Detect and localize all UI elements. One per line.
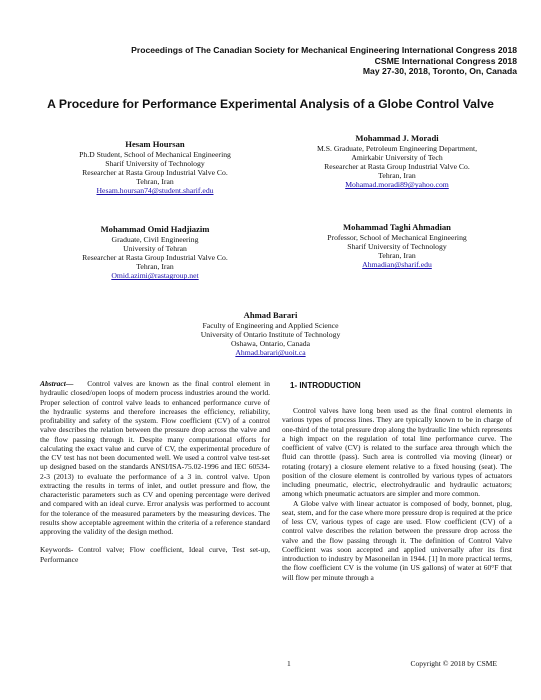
proceedings-header (131, 45, 517, 77)
author-block-2 (282, 133, 512, 189)
author-affiliation-line: Professor, School of Mechanical Engineering (327, 233, 467, 242)
author-affiliation-line: M.S. Graduate, Petroleum Engineering Department, (316, 144, 478, 153)
author-name: Hesam Hoursan (125, 139, 185, 149)
author-name: Mohammad J. Moradi (355, 133, 439, 143)
author-name: Mohammad Omid Hadjiazim (100, 224, 210, 234)
keywords: Keywords- Control valve; Flow coefficient, Ideal curve, Test set-up, Performance (40, 545, 270, 564)
author-email-link[interactable]: Ahmad.barari@uoit.ca (235, 348, 306, 358)
paper-title: A Procedure for Performance Experimental Analysis of a Globe Control Valve (47, 97, 494, 111)
author-affiliation-line: Sharif University of Technology (347, 242, 447, 252)
author-affiliation-line: University of Ontario Institute of Technology (200, 330, 341, 340)
author-email-link[interactable]: Hesam.hoursan74@student.sharif.edu (96, 186, 214, 196)
intro-paragraph-2: A Globe valve with linear actuator is composed of body, bonnet, plug, seat, stem, and for the case where more pressure drop is required at the price of less CV, various types of cage are used. Flow coefficient (CV) of a control valve describes the relation between the pressure drop across the valve and the flow passing through it. The definition of Control Valve Coefficient was soon accepted and applied universally after its first introduction to industry by Masoneilan in 1944. [1] In more practical terms, the flow coefficient CV is the volume (in US gallons) of water at 60°F that will flow per minute through a (282, 498, 512, 582)
author-affiliation-line: Tehran, Iran (136, 262, 174, 272)
author-affiliation-line: Oshawa, Ontario, Canada (231, 339, 310, 349)
author-name: Mohammad Taghi Ahmadian (343, 222, 451, 232)
author-name: Ahmad Barari (243, 310, 298, 320)
abstract-text: Control valves are known as the final control element in hydraulic closed/open loops of modern process industries around the world. Proper selection of control valve leads to enhanced performance curve of the hydraulic systems and therefore increases the efficiency, reliability, profitability and safety of the system. Flow coefficient (CV) of a control valve describes the relation between the pressure drop across the valve and the flow passing through it. Despite many computational efforts for calculating the exact value and curve of CV, the experimental procedure of the CV test has not been documented well. We used a control valve test-set up designed based on the standards ANSI/ISA-75.02-1996 and IEC 60534-2-3 (2013) to evaluate the performance of a 3 in. control valve. Upon extracting the results in terms of inlet, and outlet pressure and flow, the characteristic parameters such as CV and opening percentage were derived and compared with an ideal curve. Error analysis was performed to account for the tolerance of the measured parameters by the measuring devices. The results show acceptable agreement within the criteria of a reference standard approving the validity of the design method. (40, 379, 270, 536)
author-affiliation-line: Amirkabir University of Tech (351, 153, 443, 163)
author-affiliation-line: University of Tehran (123, 244, 187, 254)
author-block-1 (40, 139, 270, 195)
author-email-link[interactable]: Mohamad.moradi89@yahoo.com (345, 180, 449, 190)
section-heading: 1- INTRODUCTION (290, 381, 361, 390)
author-affiliation-line: Researcher at Rasta Group Industrial Valve Co. (82, 253, 228, 263)
author-affiliation-line: Tehran, Iran (136, 177, 174, 187)
author-affiliation-line: Graduate, Civil Engineering (111, 235, 199, 244)
author-block-5 (150, 310, 391, 357)
header-line-1: Proceedings of The Canadian Society for Mechanical Engineering International Congress 2018 (131, 45, 517, 55)
copyright-notice: Copyright © 2018 by CSME (410, 659, 497, 668)
header-line-3: May 27-30, 2018, Toronto, On, Canada (362, 66, 517, 77)
abstract-label: Abstract— (40, 379, 74, 388)
author-email-link[interactable]: Ahmadian@sharif.edu (362, 260, 432, 270)
author-block-3 (40, 224, 270, 280)
author-affiliation-line: Tehran, Iran (378, 251, 416, 261)
header-line-2: CSME International Congress 2018 (374, 55, 517, 66)
intro-paragraph-1: Control valves have long been used as the final control elements in various types of process lines. They are typically known to be in charge of one-third of the total pressure drop along the hydraulic line which represents a high impact on the regulation of total line performance curve. The coefficient of valve (CV) is related to the surface area through which the fluid can throttle (pass). Such area is controlled via moving (linear) or rotating (rotary) a closure element relative to a fixed housing (seat). The position of the closure element is controlled by various types of actuators including pneumatic, electric, electrohydraulic and hydraulic actuators; among which pneumatic actuators are simpler and more common. (282, 406, 512, 499)
author-block-4 (282, 222, 512, 269)
author-affiliation-line: Tehran, Iran (378, 171, 416, 181)
author-affiliation-line: Researcher at Rasta Group Industrial Valve Co. (324, 162, 470, 172)
page-number: 1 (287, 659, 291, 668)
author-email-link[interactable]: Omid.azimi@rastagroup.net (111, 271, 199, 281)
author-affiliation-line: Researcher at Rasta Group Industrial Valve Co. (82, 168, 228, 178)
introduction-column (282, 406, 512, 582)
author-affiliation-line: Sharif University of Technology (105, 159, 205, 169)
abstract-column (40, 379, 270, 564)
author-affiliation-line: Faculty of Engineering and Applied Science (202, 321, 339, 330)
abstract-paragraph (40, 379, 270, 536)
author-affiliation-line: Ph.D Student, School of Mechanical Engineering (79, 150, 231, 159)
